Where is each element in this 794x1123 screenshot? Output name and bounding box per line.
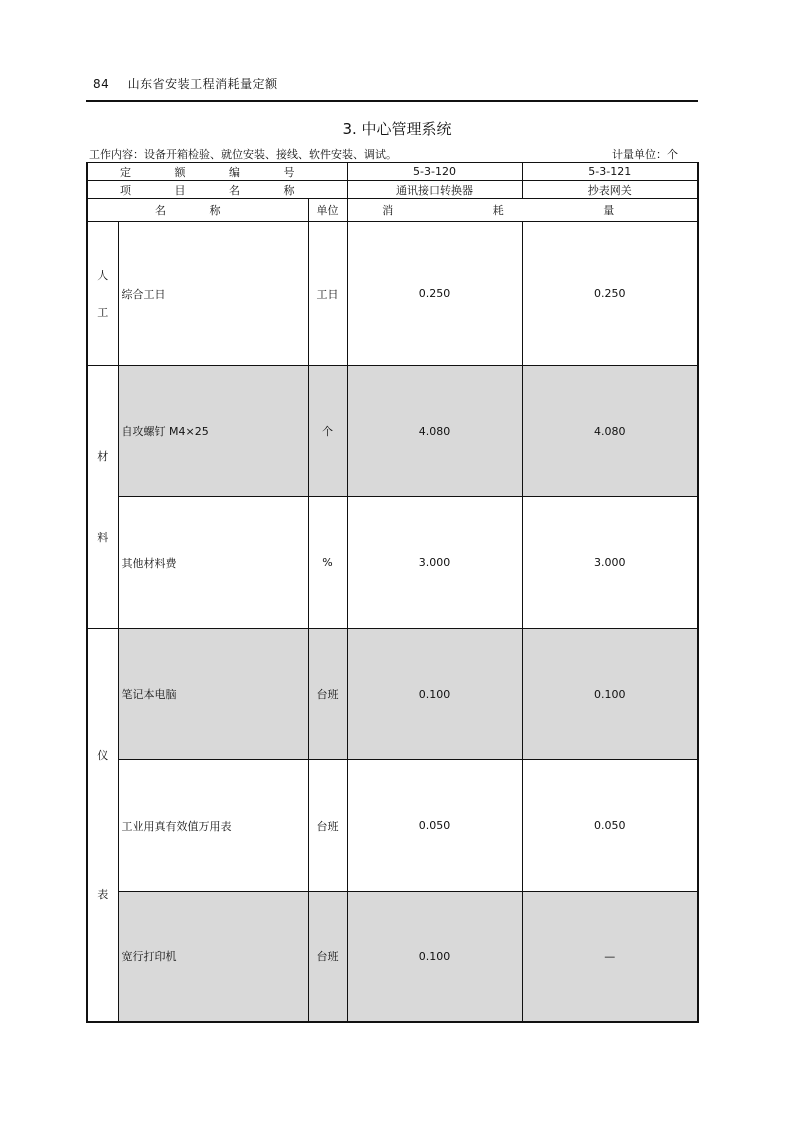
- col-code-1: 5-3-120: [347, 163, 522, 181]
- row-name: 笔记本电脑: [118, 629, 308, 760]
- row-unit: 工日: [308, 222, 347, 366]
- row-value: 4.080: [347, 366, 522, 497]
- col-name-1: 通讯接口转换器: [347, 181, 522, 199]
- row-value: 3.000: [347, 497, 522, 629]
- row-value: 3.000: [522, 497, 698, 629]
- row-unit: 台班: [308, 892, 347, 1022]
- row-unit: 台班: [308, 760, 347, 892]
- row-value: —: [522, 892, 698, 1022]
- category-material: 材 料: [87, 366, 118, 629]
- row-value: 0.050: [522, 760, 698, 892]
- page-number: 84: [93, 77, 110, 91]
- work-content: 工作内容：设备开箱检验、就位安装、接线、软件安装、调试。: [89, 148, 397, 161]
- item-name-label: 项 目 名 称: [87, 181, 347, 199]
- col-code-2: 5-3-121: [522, 163, 698, 181]
- quota-code-label: 定 额 编 号: [87, 163, 347, 181]
- row-name: 自攻螺钉 M4×25: [118, 366, 308, 497]
- row-value: 0.100: [347, 892, 522, 1022]
- section-title: 3. 中心管理系统: [342, 120, 452, 138]
- unit-label: 单位: [308, 199, 347, 222]
- consumption-label: 消 耗 量: [347, 199, 698, 222]
- row-name: 工业用真有效值万用表: [118, 760, 308, 892]
- name-label: 名 称: [87, 199, 308, 222]
- row-unit: 台班: [308, 629, 347, 760]
- row-value: 4.080: [522, 366, 698, 497]
- row-name: 综合工日: [118, 222, 308, 366]
- header-rule: [86, 100, 698, 102]
- quota-table: [86, 162, 699, 1023]
- unit-of-measure: 计量单位：个: [612, 148, 678, 161]
- row-value: 0.100: [522, 629, 698, 760]
- row-name: 宽行打印机: [118, 892, 308, 1022]
- row-value: 0.250: [522, 222, 698, 366]
- row-value: 0.050: [347, 760, 522, 892]
- row-unit: 个: [308, 366, 347, 497]
- row-unit: %: [308, 497, 347, 629]
- running-header: [93, 75, 278, 92]
- book-title: 山东省安装工程消耗量定额: [127, 77, 278, 91]
- category-instrument: 仪 表: [87, 629, 118, 1022]
- category-labor: 人 工: [87, 222, 118, 366]
- row-value: 0.250: [347, 222, 522, 366]
- row-value: 0.100: [347, 629, 522, 760]
- row-name: 其他材料费: [118, 497, 308, 629]
- col-name-2: 抄表网关: [522, 181, 698, 199]
